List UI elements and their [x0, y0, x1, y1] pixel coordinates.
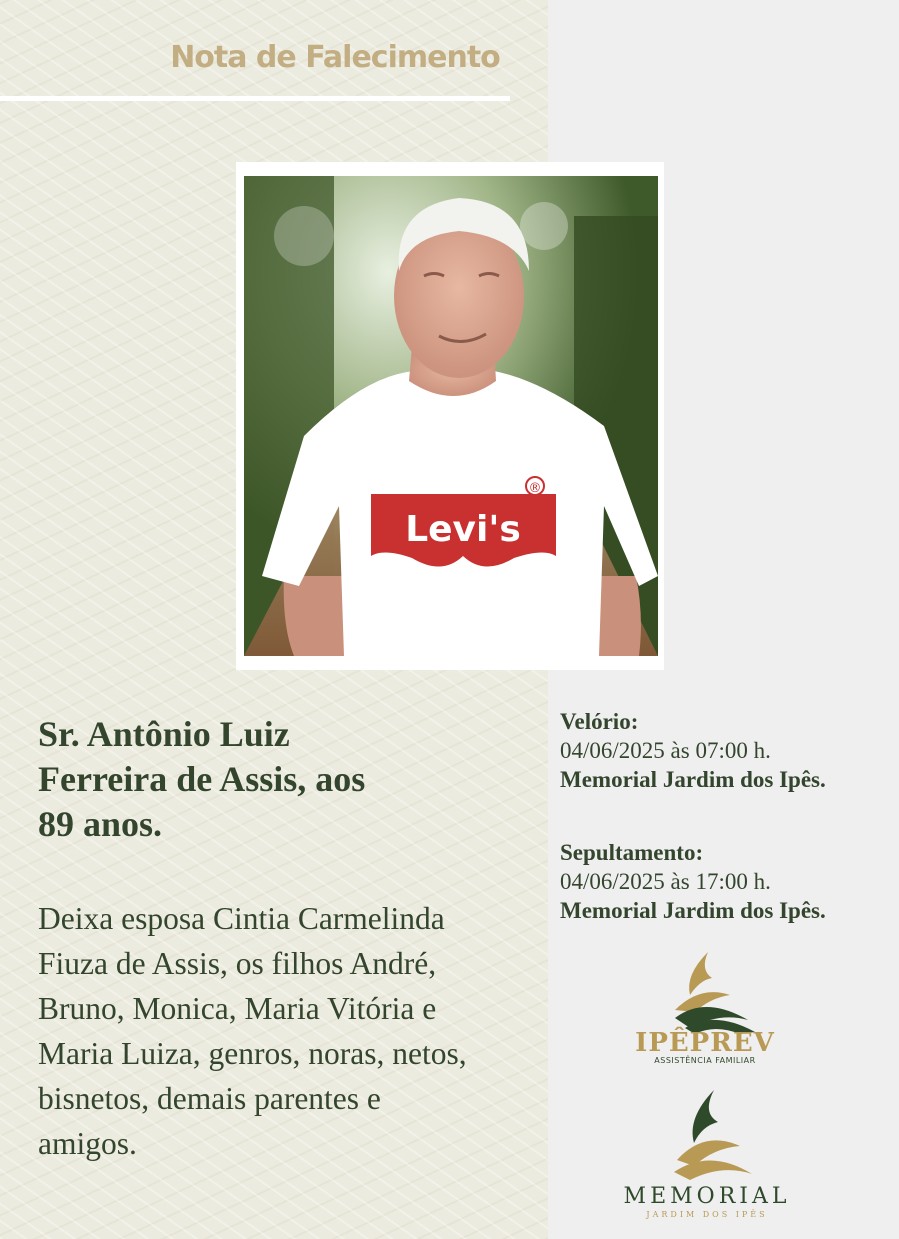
sepultamento-info [560, 838, 890, 925]
velorio-info [560, 707, 890, 794]
memorial-tagline: JARDIM DOS IPÊS [646, 1210, 768, 1219]
ipeprev-tagline: ASSISTÊNCIA FAMILIAR [654, 1056, 756, 1065]
portrait-photo [244, 176, 658, 656]
survivors-line-5: bisnetos, demais parentes e [38, 1081, 381, 1116]
shirt-logo-text: Levi's [405, 509, 521, 550]
velorio-place: Memorial Jardim dos Ipês. [560, 767, 826, 792]
ipeprev-logo [630, 950, 780, 1070]
survivors-line-2: Fiuza de Assis, os filhos André, [38, 946, 437, 981]
page-title: Nota de Falecimento [170, 40, 500, 75]
ipeprev-flame-icon [630, 950, 780, 1035]
registered-mark: ® [528, 481, 542, 496]
survivors-line-1: Deixa esposa Cintia Carmelinda [38, 901, 445, 936]
portrait-frame [236, 162, 664, 670]
header-divider [0, 96, 510, 101]
survivors-text [38, 896, 548, 1166]
ipeprev-name: IPÊPREV [635, 1028, 775, 1058]
sepultamento-datetime: 04/06/2025 às 17:00 h. [560, 869, 771, 894]
velorio-datetime: 04/06/2025 às 07:00 h. [560, 738, 771, 763]
velorio-label: Velório: [560, 709, 639, 734]
survivors-line-6: amigos. [38, 1126, 137, 1161]
memorial-name: MEMORIAL [623, 1184, 791, 1209]
name-line-3: 89 anos. [38, 804, 163, 844]
survivors-line-4: Maria Luiza, genros, noras, netos, [38, 1036, 467, 1071]
sepultamento-place: Memorial Jardim dos Ipês. [560, 898, 826, 923]
memorial-logo [622, 1088, 792, 1223]
deceased-name [38, 712, 498, 847]
sepultamento-label: Sepultamento: [560, 840, 704, 865]
name-line-1: Sr. Antônio Luiz [38, 714, 290, 754]
survivors-line-3: Bruno, Monica, Maria Vitória e [38, 991, 437, 1026]
name-line-2: Ferreira de Assis, aos [38, 759, 366, 799]
memorial-flame-icon [622, 1088, 792, 1183]
